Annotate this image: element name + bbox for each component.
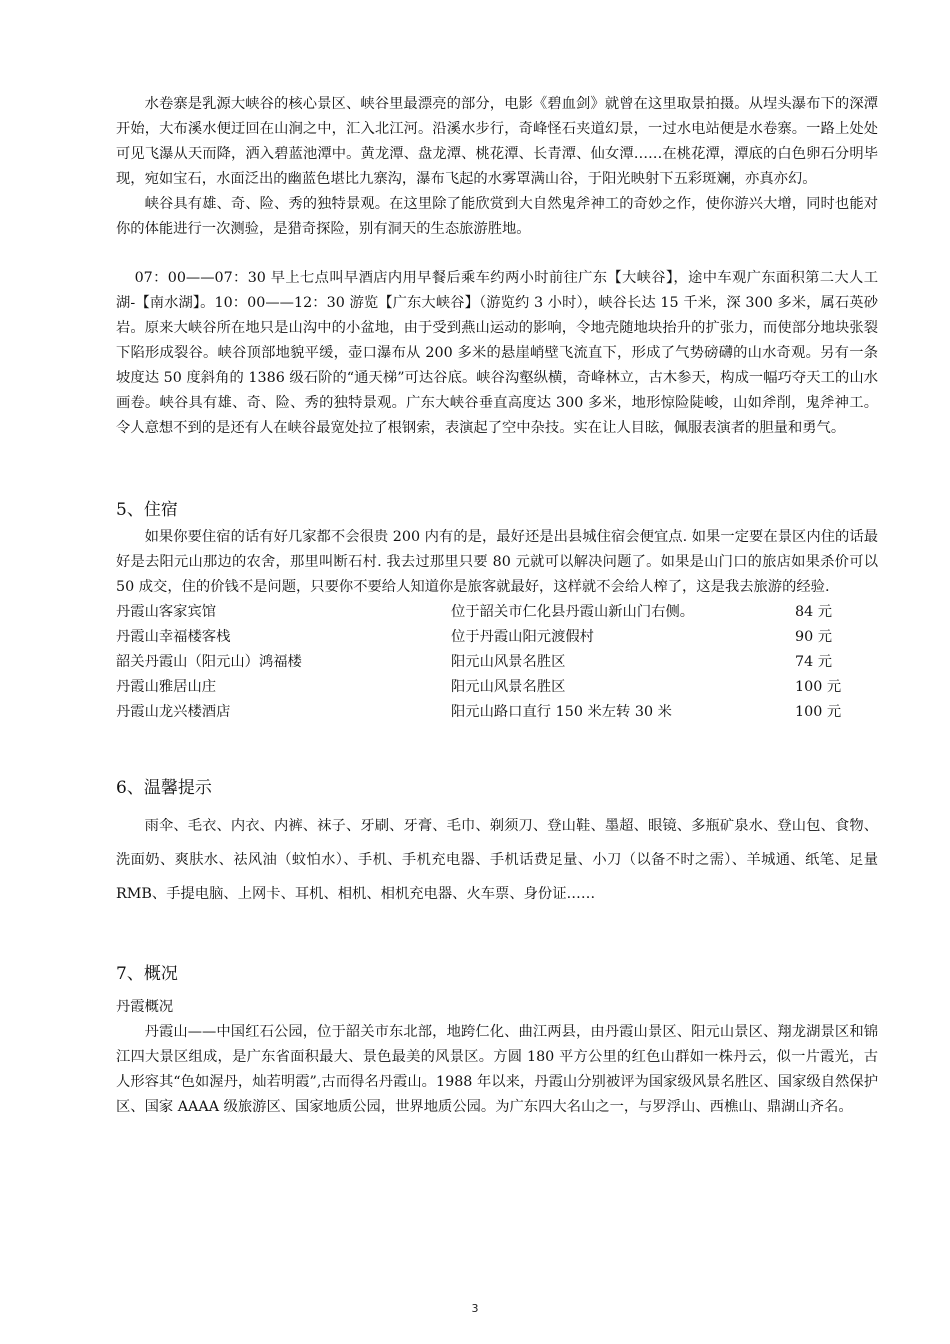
hotel-name: 丹霞山幸福楼客栈 — [116, 629, 231, 645]
hotel-price: 100 元 — [795, 679, 842, 695]
hotel-price: 84 元 — [795, 604, 833, 620]
section-heading-lodging: 5、住宿 — [116, 500, 178, 520]
table-row — [116, 675, 878, 700]
paragraph-tips: 雨伞、毛衣、内衣、内裤、袜子、牙刷、牙膏、毛巾、剃须刀、登山鞋、墨超、眼镜、多瓶矿泉水、登山包、食物、洗面奶、爽肤水、祛风油（蚊怕水）、手机、手机充电器、手机话费足量、小刀（以备不时之需）、羊城通、纸笔、足量 RMB、手提电脑、上网卡、耳机、相机、相机充电器、火车票、身份证…… — [116, 818, 878, 902]
hotel-location: 位于丹霞山阳元渡假村 — [451, 629, 594, 645]
hotel-price: 90 元 — [795, 629, 833, 645]
hotel-name: 丹霞山龙兴楼酒店 — [116, 704, 231, 720]
paragraph-itinerary: 07：00——07：30 早上七点叫早酒店内用早餐后乘车约两小时前往广东【大峡谷】，途中车观广东面积第二大人工湖-【南水湖】。10：00——12：30 游览【广东大峡谷】（游览约 3 小时），峡谷长达 15 千米，深 300 多米，属石英砂岩。原来大峡谷所在地只是山沟中的小盆地，由于受到燕山运动的影响，令地壳随地块抬升的扩张力，而使部分地块张裂下陷形成裂谷。峡谷顶部地貌平缓，壶口瀑布从 200 多米的悬崖峭壁飞流直下，形成了气势磅礴的山水奇观。另有一条坡度达 50 度斜角的 1386 级石阶的“通天梯”可达谷底。峡谷沟壑纵横，奇峰林立，古木参天，构成一幅巧夺天工的山水画卷。峡谷具有雄、奇、险、秀的独特景观。广东大峡谷垂直高度达 300 多米，地形惊险陡峻，山如斧削，鬼斧神工。令人意想不到的是还有人在峡谷最宽处拉了根钢索，表演起了空中杂技。实在让人目眩，佩服表演者的胆量和勇气。 — [116, 270, 878, 436]
paragraph-danxia-overview: 丹霞山——中国红石公园，位于韶关市东北部，地跨仁化、曲江两县，由丹霞山景区、阳元山景区、翔龙湖景区和锦江四大景区组成，是广东省面积最大、景色最美的风景区。方圆 180 平方公里的红色山群如一株丹云，似一片霞光，古人形容其“色如渥丹，灿若明霞”,古而得名丹霞山。1988 年以来，丹霞山分别被评为国家级风景名胜区、国家级自然保护区、国家 AAAA 级旅游区、国家地质公园，世界地质公园。为广东四大名山之一，与罗浮山、西樵山、鼎湖山齐名。 — [116, 1024, 878, 1115]
section-heading-overview: 7、概况 — [116, 964, 178, 984]
table-row — [116, 650, 878, 675]
hotel-table — [116, 600, 878, 725]
hotel-name: 丹霞山雅居山庄 — [116, 679, 217, 695]
tips-block — [116, 809, 878, 911]
subheading-danxia-overview: 丹霞概况 — [116, 999, 174, 1015]
hotel-name: 韶关丹霞山（阳元山）鸿福楼 — [116, 654, 302, 670]
hotel-location: 阳元山风景名胜区 — [451, 679, 566, 695]
section-heading-tips: 6、温馨提示 — [116, 778, 212, 798]
paragraph-lodging: 如果你要住宿的话有好几家都不会很贵 200 内有的是，最好还是出县城住宿会便宜点. 如果一定要在景区内住的话最好是去阳元山那边的农舍，那里叫断石村. 我去过那里只要 80 元就可以解决问题了。如果是山门口的旅店如果杀价可以 50 成交，住的价钱不是问题，只要你不要给人知道你是旅客就最好，这样就不会给人榨了，这是我去旅游的经验. — [116, 529, 878, 595]
paragraph-shuijuanzhai: 水卷寨是乳源大峡谷的核心景区、峡谷里最漂亮的部分，电影《碧血剑》就曾在这里取景拍摄。从埕头瀑布下的深潭开始，大布溪水便迂回在山涧之中，汇入北江河。沿溪水步行，奇峰怪石夹道幻景，一过水电站便是水卷寨。一路上处处可见飞瀑从天而降，洒入碧蓝池潭中。黄龙潭、盘龙潭、桃花潭、长青潭、仙女潭……在桃花潭，潭底的白色卵石分明毕现，宛如宝石，水面泛出的幽蓝色堪比九寨沟，瀑布飞起的水雾罩满山谷，于阳光映射下五彩斑斓，亦真亦幻。 — [116, 96, 878, 187]
hotel-location: 阳元山路口直行 150 米左转 30 米 — [451, 704, 672, 720]
document-page — [116, 92, 878, 1120]
hotel-name: 丹霞山客家宾馆 — [116, 604, 217, 620]
table-row — [116, 600, 878, 625]
page-number: 3 — [471, 1302, 479, 1315]
table-row — [116, 700, 878, 725]
hotel-price: 74 元 — [795, 654, 833, 670]
hotel-location: 位于韶关市仁化县丹霞山新山门右侧。 — [451, 604, 695, 620]
table-row — [116, 625, 878, 650]
paragraph-canyon-features: 峡谷具有雄、奇、险、秀的独特景观。在这里除了能欣赏到大自然鬼斧神工的奇妙之作，使你游兴大增，同时也能对你的体能进行一次测验，是猎奇探险，别有洞天的生态旅游胜地。 — [116, 196, 878, 237]
hotel-location: 阳元山风景名胜区 — [451, 654, 566, 670]
hotel-price: 100 元 — [795, 704, 842, 720]
